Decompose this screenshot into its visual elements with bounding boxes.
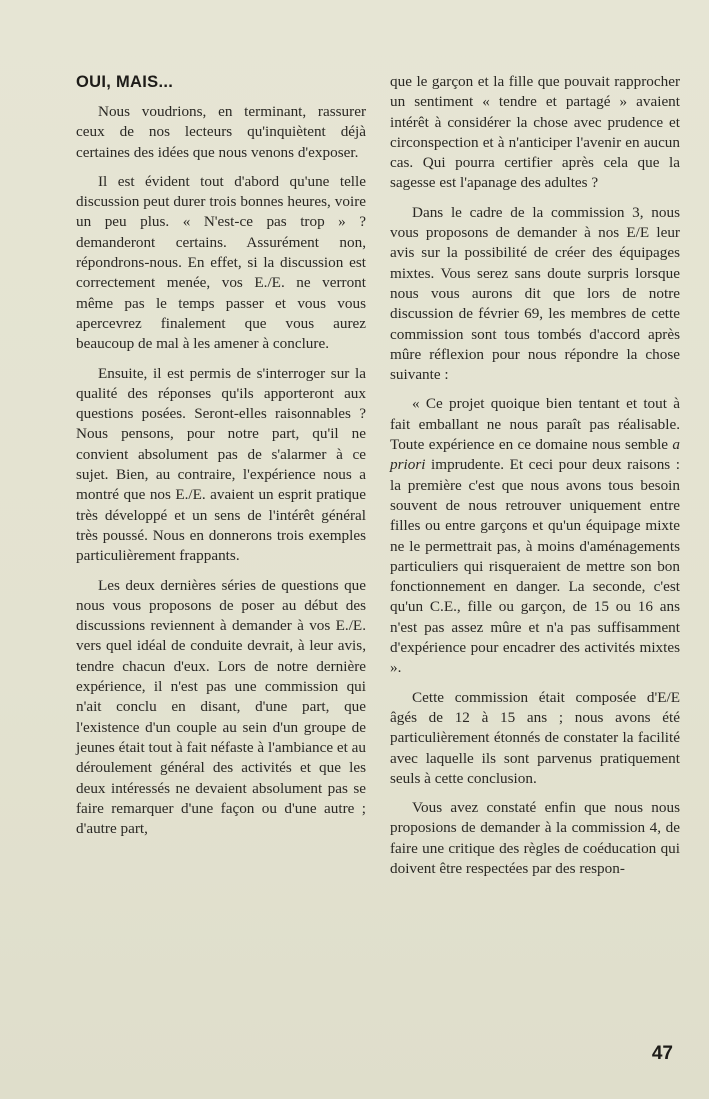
- article-heading: OUI, MAIS...: [76, 73, 174, 91]
- quote-paragraph: [390, 394, 680, 678]
- paragraph: Ensuite, il est permis de s'interroger sur la qualité des réponses qu'ils apporteront aux questions posées. Seront-elles raisonnables ? Nous pensons, pour notre part, qu'il ne convient absolument pas de s'alarmer à ce sujet. Bien, au contraire, l'expérience nous a montré que nos E./E. avaient un esprit pratique très développé et un sens de l'intérêt général très poussé. Nous en donnerons trois exemples particulièrement frappants.: [76, 364, 366, 565]
- paragraph: Les deux dernières séries de questions que nous vous proposons de poser au début des discussions reviennent à demander à vos E./E. vers quel idéal de conduite devrait, à leur avis, tendre chacun d'eux. Lors de notre dernière expérience, il n'est pas une commission qui n'ait conclu en disant, d'une part, que l'existence d'un couple au sein d'un groupe de jeunes était tout à fait néfaste à l'ambiance et au déroulement général des activités et que les deux intéressés ne devaient absolument pas se faire remarquer d'une façon ou d'une autre ; d'autre part,: [76, 576, 366, 838]
- right-column: [390, 72, 680, 888]
- paragraph: Il est évident tout d'abord qu'une telle discussion peut durer trois bonnes heures, voire un peu plus. « N'est-ce pas trop » ? demanderont certains. Assurément non, répondrons-nous. En effet, si la discussion est correctement menée, vos E./E. ne verront même pas le temps passer et vous vous apercevrez finalement que vous aurez beaucoup de mal à les amener à conclure.: [76, 172, 366, 353]
- page-number: 47: [651, 1043, 673, 1064]
- paragraph: Dans le cadre de la commission 3, nous vous proposons de demander à nos E/E leur avis sur la possibilité de créer des équipages mixtes. Vous serez sans doute surpris lorsque nous vous aurons dit que lors de notre discussion de février 69, les membres de cette commission sont tous tombés d'accord après mûre réflexion pour nous répondre la chose suivante :: [390, 203, 680, 384]
- quote-italic-term: a priori: [390, 436, 681, 474]
- left-column: [76, 72, 366, 848]
- paragraph: Nous voudrions, en terminant, rassurer ceux de nos lecteurs qu'inquiètent déjà certaines des idées que nous venons d'exposer.: [76, 103, 366, 161]
- quote-text-start: « Ce projet quoique bien tentant et tout à fait emballant ne nous paraît pas réalisable. Toute expérience en ce domaine nous semble: [390, 395, 680, 454]
- paragraph: Vous avez constaté enfin que nous nous proposions de demander à la commission 4, de faire une critique des règles de coéducation qui doivent être respectées par des respon-: [390, 799, 680, 877]
- paragraph: Cette commission était composée d'E/E âgés de 12 à 15 ans ; nous avons été particulièrement étonnés de constater la facilité avec laquelle ils sont parvenus pratiquement seuls à cette conclusion.: [390, 688, 680, 787]
- quote-text-end: imprudente. Et ceci pour deux raisons : la première c'est que nous avons tous besoin souvent de nous retrouver uniquement entre filles ou entre garçons et qu'un équipage mixte ne le permettrait pas, à moins d'aménagements particuliers qui risqueraient de mettre son bon fonctionnement en danger. La seconde, c'est qu'un C.E., fille ou garçon, de 15 ou 16 ans n'est pas assez mûre et n'a pas suffisamment d'expérience pour encadrer des activités mixtes ».: [390, 456, 680, 677]
- paragraph-continuation: que le garçon et la fille que pouvait rapprocher un sentiment « tendre et partagé » avaient intérêt à considérer la chose avec prudence et circonspection et à n'anticiper l'avenir en aucun cas. Qui pourra certifier après cela que la sagesse est l'apanage des adultes ?: [390, 73, 680, 192]
